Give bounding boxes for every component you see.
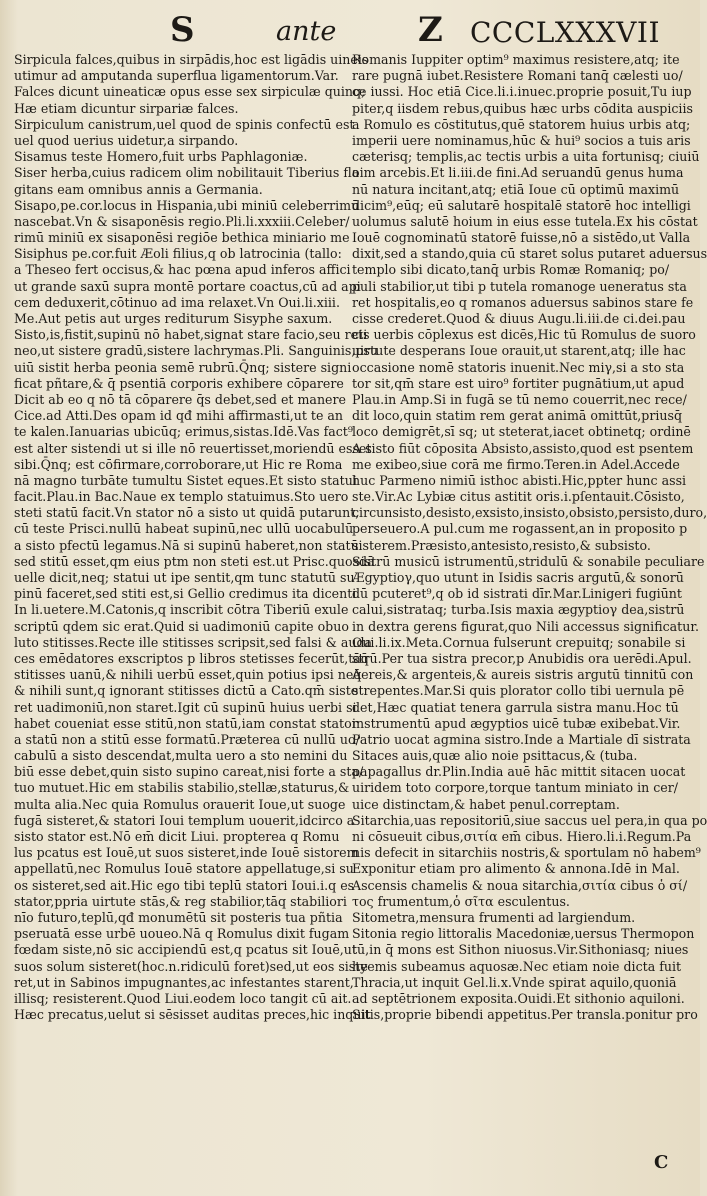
text-line: pseruatā esse urbē uoueo.Nā q Romulus dixit fugam (14, 926, 350, 942)
text-line: cū teste Prisci.nullū habeat supinū,nec ullū uocabulū (14, 521, 354, 537)
text-line: Sirpiculum canistrum,uel quod de spinis confectū est (14, 116, 355, 132)
text-line: papagallus dr.Plin.India auē hāc mittit sitacen uocat (352, 764, 686, 780)
text-line: Dicit ab eo q nō tā cōparere q̄s debet,sed et manere (14, 391, 346, 407)
text-line: uelle dicit,neq; statui ut ipe sentit,qm tunc statutū su (14, 570, 355, 585)
text-line: steti statū facit.Vn stator nō a sisto ut quidā putarunt, (14, 505, 360, 521)
folio-number: CCCLXXXVII (470, 16, 661, 49)
text-line: stator,ppria uirtute stās,& reg stabilior,tāq stabiliori (14, 893, 347, 909)
text-line: suos solum sisteret(hoc.n.ridiculū foret)sed,ut eos siste (14, 958, 368, 974)
text-line: cis uerbis cōplexus est dicēs,Hic tū Romulus de suoro (352, 327, 696, 343)
text-line: fugā sisteret,& statori Ioui templum uouerit,idcirco a (14, 812, 355, 828)
text-line: lus pcatus est Iouē,ut suos sisteret,inde Iouē sistorem (14, 845, 359, 861)
text-line: habet coueniat esse stitū,non statū,iam constat stator (14, 715, 358, 731)
text-line: ficat pñtare,& q̄̄ psentiā corporis exhibere cōparere (14, 375, 344, 391)
text-line: Falces dicunt uineaticæ opus esse sex sirpiculæ quinq; (14, 84, 366, 100)
text-line: uiridem toto corpore,torque tantum miniato in cer/ (352, 780, 678, 796)
text-line: ste.Vir.Ac Lybiæ citus astitit oris.i.pſentauit.Cōsisto, (352, 489, 685, 505)
text-line: sisto stator est.Nō em̄ dicit Liui. propterea q Romu (14, 829, 340, 844)
text-line: ret,ut in Sabinos impugnantes,ac infestantes starent, (14, 974, 354, 990)
text-line: occasione nomē statoris inuenit.Nec miγ,si a sto sta (352, 359, 685, 375)
running-header (0, 10, 700, 50)
text-line: calui,sistrataq; turba.Isis maxia ægyptioγ dea,sistrū (352, 602, 685, 618)
text-line: imperii uere nominamus,hūc & hui⁹ socios a tuis aris (352, 132, 691, 148)
text-line: Sisamus teste Homero,fuit urbs Paphlagoniæ. (14, 149, 308, 165)
text-line: ces emēdatores exscriptos p libros stetisses fecerūt,tāq̄ (14, 650, 369, 666)
text-line: nis defecit in sitarchiis nostris,& sportulam nō habem⁹ (352, 845, 701, 861)
text-line: strepentes.Mar.Si quis plorator collo tibi uernula pē (352, 683, 685, 699)
text-line: pinū faceret,sed stiti est,si Gellio credimus ita dicenti (14, 586, 357, 602)
signature-mark: C (654, 1152, 669, 1173)
text-line: ret uadimoniū,non staret.Igit cū supinū huius uerbi si (14, 699, 357, 715)
text-line: A sisto fiūt cōposita Absisto,assisto,quod est psentem (352, 440, 694, 456)
text-line: circunsisto,desisto,exsisto,insisto,obsisto,persisto,duro, (352, 505, 707, 521)
text-line: In li.uetere.M.Catonis,q inscribit cōtra Tiberiū exule (14, 602, 349, 618)
text-line: Sitaces auis,quæ alio noie psittacus,& (tuba. (352, 748, 638, 764)
text-line: Plau.in Amp.Si in fugā se tū nemo couerrit,nec rece/ (352, 391, 687, 407)
text-line: a Romulo es cōstitutus,quē statorem huius urbis atq; (352, 116, 691, 132)
text-line: uel quod uerius uidetur,a sirpando. (14, 132, 239, 148)
text-line: ce iussi. Hoc etiā Cice.li.i.inuec.proprie posuit,Tu iup (352, 84, 692, 100)
text-line: ret hospitalis,eo q romanos aduersus sabinos stare fe (352, 294, 694, 310)
text-line: os sisteret,sed ait.Hic ego tibi teplū statori Ioui.i.q es (14, 877, 355, 893)
text-line: scriptū qdem sic erat.Quid si uadimoniū capite obuo (14, 618, 349, 634)
text-line: Sitonia regio littoralis Macedoniæ,uersus Thermopon (352, 926, 695, 942)
header-initial-left: S (170, 10, 195, 50)
text-line: instrumentū apud ægyptios uicē tubæ exibebat.Vir. (352, 715, 681, 731)
text-column-right (352, 52, 707, 1023)
text-line: puli stabilior,ut tibi p tutela romanoge ueneratus sta (352, 278, 687, 294)
text-line: nīo futuro,teplū,qđ monumētū sit posteris tua pñtia (14, 909, 343, 925)
text-line: a sisto pfectū legamus.Nā si supinū haberet,non statū (14, 537, 359, 553)
text-line: Ægyptioγ,quo utunt in Isidis sacris argutū,& sonorū (352, 570, 684, 585)
text-line: oim arcebis.Et li.iii.de fini.Ad seruandū genus huma (352, 165, 684, 181)
text-line: Sirpicula falces,quibus in sirpādis,hoc est ligādis uineis (14, 52, 369, 67)
text-line: tor sit,qm̄ stare est uiro⁹ fortiter pugnātium,ut apud (352, 375, 685, 391)
header-running-word: ante (276, 16, 337, 47)
text-line: uirtute desperans Ioue orauit,ut starent,atq; ille hac (352, 343, 686, 359)
text-line: Sisto,is,fistit,supinū nō habet,signat stare facio,seu reti (14, 327, 368, 343)
text-line: sisterem.Præsisto,antesisto,resisto,& subsisto. (352, 537, 651, 553)
text-line: hyemis subeamus aquosæ.Nec etiam noie dicta fuit (352, 958, 682, 974)
text-line: a statū non a stitū esse formatū.Præterea cū nullū uo/ (14, 731, 360, 747)
text-line: Hæc precatus,uelut si sēsisset auditas preces,hic inquit (14, 1007, 371, 1023)
text-line: det,Hæc quatiat tenera garrula sistra manu.Hoc tū (352, 699, 679, 715)
text-line: ut grande saxū supra montē portare coactus,cū ad api (14, 278, 361, 294)
text-line: Hæ etiam dicuntur sirpariæ falces. (14, 100, 239, 116)
text-line: appellatū,nec Romulus Iouē statore appellatuge,si su (14, 861, 354, 877)
text-line: rimū miniū ex sisaponēsi regiōe bethica miniario me (14, 230, 350, 246)
text-line: templo sibi dicato,tanq̄ urbis Romæ Romaniq; po/ (352, 262, 670, 278)
text-line: Thracia,ut inquit Gel.li.x.Vnde spirat aquilo,quoniā (352, 974, 677, 990)
text-line: Romanis Iuppiter optim⁹ maximus resistere,atq; ite (352, 52, 680, 67)
text-line: rare pugnā iubet.Resistere Romani tanq̄ cælesti uo/ (352, 68, 683, 84)
text-line: Iouē cognominatū statorē fuisse,nō a sistēdo,ut Valla (352, 230, 691, 246)
text-line: illisq; resisterent.Quod Liui.eodem loco tangit cū ait. (14, 990, 352, 1006)
text-line: te kalen.Ianuarias ubicūq; erimus,sistas.Idē.Vas fact⁹ (14, 424, 353, 440)
text-line: loco demigrēt,sī sq; ut steterat,iacet obtinetq; ordinē (352, 424, 691, 440)
text-line: cem deduxerit,cōtinuo ad ima relaxet.Vn Oui.li.xiii. (14, 294, 340, 310)
text-line: ni cōsueuit cibus,σιτία em̄ cibus. Hiero.li.i.Regum.Pa (352, 829, 692, 844)
text-line: fœdam siste,nō sic accipiendū est,q pcatus sit Iouē,ut (14, 942, 357, 958)
text-line: Sisapo,pe.cor.locus in Hispania,ubi miniū celeberrimū (14, 197, 360, 213)
text-line: Sitarchia,uas repositoriū,siue saccus uel pera,in qua po (352, 812, 707, 828)
header-initial-right: Z (418, 10, 443, 50)
text-line: uice distinctam,& habet penul.correptam. (352, 796, 620, 812)
text-line: Cice.ad Atti.Des opam id qđ mihi affirmasti,ut te an (14, 408, 344, 424)
text-line: in dextra gerens figurat,quo Nili accessus significatur. (352, 618, 699, 634)
text-line: uolumus salutē hoium in eius esse tutela.Ex his cōstat (352, 213, 698, 229)
text-line: & nihili sunt,q ignorant stitisses dictū a Cato.qm̄ siste (14, 683, 359, 699)
text-line: Sisiphus pe.cor.fuit Æoli filius,q ob latrocinia (tallo: (14, 246, 342, 262)
text-line: tuo mutuet.Hic em stabilis stabilio,stellæ,staturus,& (14, 780, 350, 796)
text-line: sed stitū esset,qm eius ptm non steti est.ut Prisc.quosdā (14, 553, 375, 569)
text-line: Sistrū musicū istrumentū,stridulū & sonabile peculiare (352, 553, 705, 569)
text-line: cabulū a sisto descendat,multa uero a sto nemini du (14, 748, 348, 764)
text-line: facit.Plau.in Bac.Naue ex templo statuimus.Sto uero (14, 489, 349, 505)
text-line: Oui.li.ix.Meta.Cornua fulserunt crepuitq; sonabile si (352, 634, 686, 650)
text-line: luto stitisses.Recte ille stitisses scripsit,sed falsi & auda (14, 634, 373, 650)
text-line: gitans eam omnibus annis a Germania. (14, 181, 263, 197)
text-line: nascebat.Vn & sisaponēsis regio.Pli.li.xxxiii.Celeber/ (14, 213, 350, 229)
text-line: perseuero.A pul.cum me rogassent,an in proposito p (352, 521, 688, 537)
text-line: Exponitur etiam pro alimento & annona.Idē in Mal. (352, 861, 680, 877)
text-line: τος frumentum,ὁ σῖτα esculentus. (352, 893, 570, 909)
text-line: nā magno turbāte tumultu Sistet eques.Et sisto statui (14, 472, 357, 488)
text-line: stitisses uanū,& nihili uerbū esset,quin potius ipsi neq̄ (14, 667, 362, 683)
text-line: ad septētrionem exposita.Ouidi.Et sithonio aquiloni. (352, 990, 685, 1006)
text-line: dit loco,quin statim rem gerat animā omittūt,priusq̄ (352, 408, 683, 424)
text-line: cæterisq; templis,ac tectis urbis a uita fortunisq; ciuiū (352, 149, 700, 165)
text-line: Sitis,proprie bibendi appetitus.Per transla.ponitur pro (352, 1007, 698, 1023)
text-line: nū natura incitant,atq; etiā Ioue cū optimū maximū (352, 181, 680, 197)
text-line: multa alia.Nec quia Romulus orauerit Ioue,ut suoge (14, 796, 346, 812)
text-line: strū.Per tua sistra precor,p Anubidis ora uerēdi.Apul. (352, 650, 692, 666)
text-line: Patrio uocat agmina sistro.Inde a Martiale dī sistrata (352, 731, 691, 747)
text-line: uiū sistit herba peonia semē rubrū.Q̄nq; sistere signi (14, 359, 352, 375)
text-line: neo,ut sistere gradū,sistere lachrymas.Pli. Sanguinis,psu (14, 343, 378, 359)
text-line: piter,q iisdem rebus,quibus hæc urbs cōdita auspiciis (352, 100, 693, 116)
text-line: dicim⁹,eūq; eū salutarē hospitalē statorē hoc intelligi (352, 197, 691, 213)
text-line: sibi.Q̄nq; est cōfirmare,corroborare,ut Hic re Roma (14, 456, 343, 472)
text-line: me exibeo,siue corā me firmo.Teren.in Adel.Accede (352, 456, 680, 472)
text-line: Sitometra,mensura frumenti ad largiendum. (352, 909, 636, 925)
text-line: Me.Aut petis aut urges rediturum Sisyphe saxum. (14, 311, 333, 326)
text-line: cisse crederet.Quod & diuus Augu.li.iii.de ci.dei.pau (352, 311, 686, 326)
text-line: utimur ad amputanda superflua ligamentorum.Var. (14, 68, 339, 84)
text-line: Siser herba,cuius radicem olim nobilitauit Tiberius fla (14, 165, 360, 181)
text-column-left (14, 52, 378, 1023)
text-line: Aereis,& argenteis,& aureis sistris argutū tinnitū con (352, 667, 694, 683)
text-line: tū,in q̄ mons est Sithon niuosus.Vir.Sithoniasq; niues (352, 942, 689, 958)
text-line: a Theseo fert occisus,& hac pœna apud inferos affici (14, 262, 351, 278)
text-line: est alter sistendi ut si ille nō reuertisset,moriendū esset (14, 440, 372, 456)
text-line: huc Parmeno nimiū isthoc abisti.Hic,ppter hunc assi (352, 472, 687, 488)
text-line: dū pcuteret⁹,q ob id sistrati dīr.Mar.Linigeri fugiūnt (352, 586, 682, 602)
text-line: dixit,sed a stando,quia cū staret solus putaret aduersus (352, 246, 707, 262)
text-line: Ascensis chamelis & noua sitarchia,σιτία cibus ὁ σί/ (352, 877, 688, 893)
text-line: biū esse debet,quin sisto supino careat,nisi forte a sta/ (14, 764, 364, 780)
